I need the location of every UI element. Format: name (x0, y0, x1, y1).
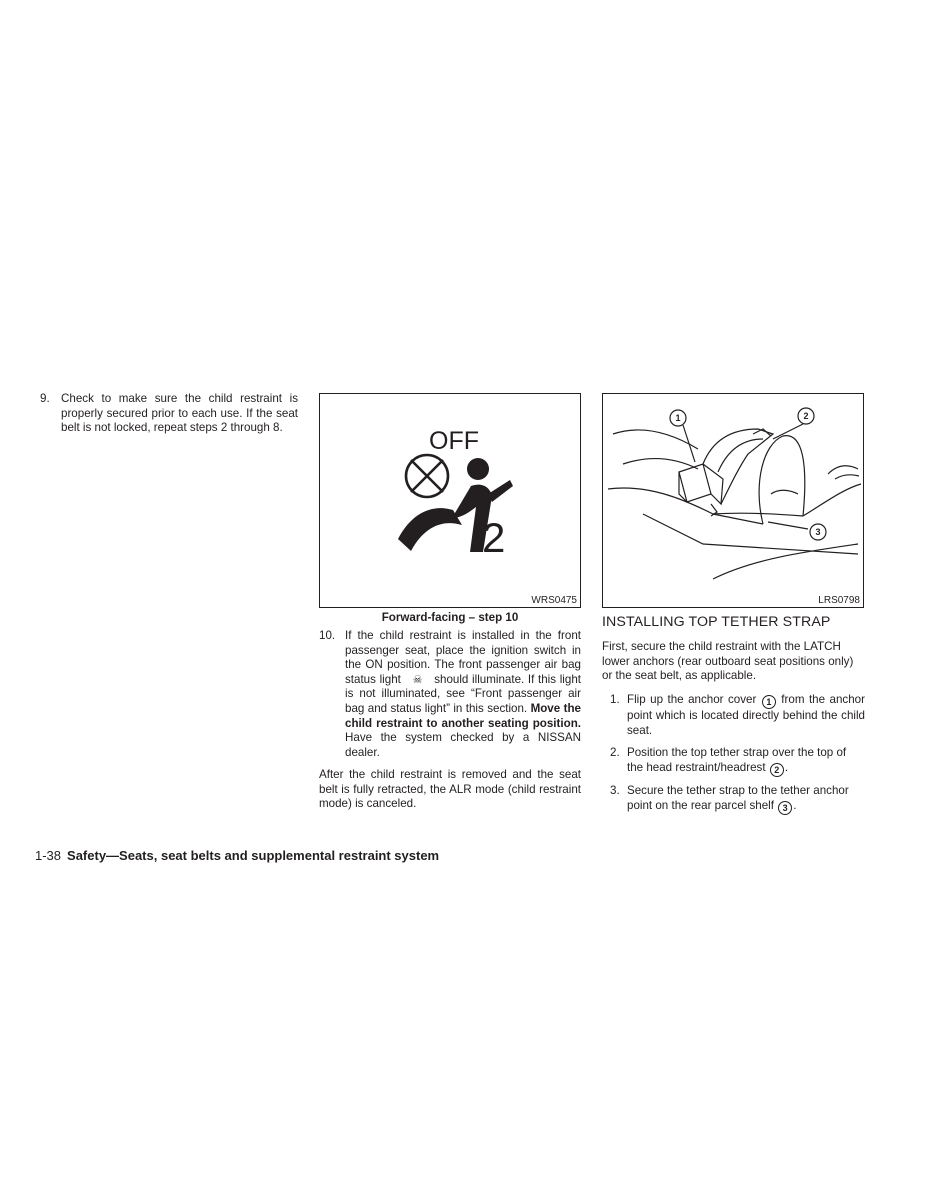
step-text-b: from the anchor point which is located directly behind the child seat. (627, 693, 865, 737)
step-number: 10. (319, 629, 336, 642)
tether-step-3 (610, 784, 865, 815)
callout-1: 1 (675, 413, 681, 423)
off-label: OFF (429, 427, 479, 455)
tether-step-2 (610, 746, 865, 777)
step-number: 2. (610, 746, 620, 759)
passenger-airbag-off-icon (320, 394, 580, 607)
step-number: 3. (610, 784, 620, 797)
section-title: Safety—Seats, seat belts and supplemental restraint system (67, 848, 440, 863)
step-9 (40, 392, 298, 436)
intro-paragraph: First, secure the child restraint with the LATCH lower anchors (rear outboard seat positions only) or the seat belt, as applicable. (602, 640, 854, 683)
step-text-a: If the child restraint is installed in the front passenger seat, place the ignition switch in the ON position. The front passenger air bag status light (345, 629, 581, 686)
step-bold-warning: Move the child restraint to another seating position. (345, 701, 581, 730)
callout-ref: 1 (762, 695, 776, 709)
figure-tether-strap (602, 393, 864, 608)
figure-airbag-off-light (319, 393, 581, 608)
after-removal-paragraph: After the child restraint is removed and the seat belt is fully retracted, the ALR mode (child restraint mode) is canceled. (319, 768, 581, 811)
step-text-b: should illuminate. If this light is not illuminated, see “Front passenger air bag and status light” in this section. (345, 672, 581, 715)
figure-caption: Forward-facing – step 10 (381, 611, 519, 624)
step-number: 9. (40, 392, 50, 405)
callout-ref: 2 (770, 763, 784, 777)
callout-2: 2 (803, 411, 809, 421)
step-10 (319, 629, 581, 760)
step-text-a: Secure the tether strap to the tether anchor point on the rear parcel shelf (627, 784, 849, 812)
airbag-status-icon: ☠ (412, 673, 423, 686)
figure-code: LRS0798 (818, 595, 860, 606)
step-text-a: Flip up the anchor cover (627, 693, 757, 706)
step-text-b: . (784, 760, 789, 774)
figure-code: WRS0475 (531, 595, 577, 606)
tether-strap-illustration (603, 394, 863, 607)
step-text-c: Have the system checked by a NISSAN dealer. (345, 731, 581, 759)
seat-number: 2 (482, 514, 506, 561)
section-heading: INSTALLING TOP TETHER STRAP (602, 614, 831, 630)
step-number: 1. (610, 693, 620, 706)
step-text-b: . (793, 798, 797, 812)
step-text-a: Position the top tether strap over the top of the head restraint/headrest (627, 746, 847, 774)
callout-3: 3 (815, 527, 821, 537)
callout-ref: 3 (778, 801, 792, 815)
step-text: Check to make sure the child restraint is properly secured prior to each use. If the seat belt is not locked, repeat steps 2 through 8. (61, 392, 298, 435)
page-number: 1-38 (35, 848, 62, 863)
tether-step-1 (610, 693, 865, 738)
page-footer (35, 848, 439, 863)
